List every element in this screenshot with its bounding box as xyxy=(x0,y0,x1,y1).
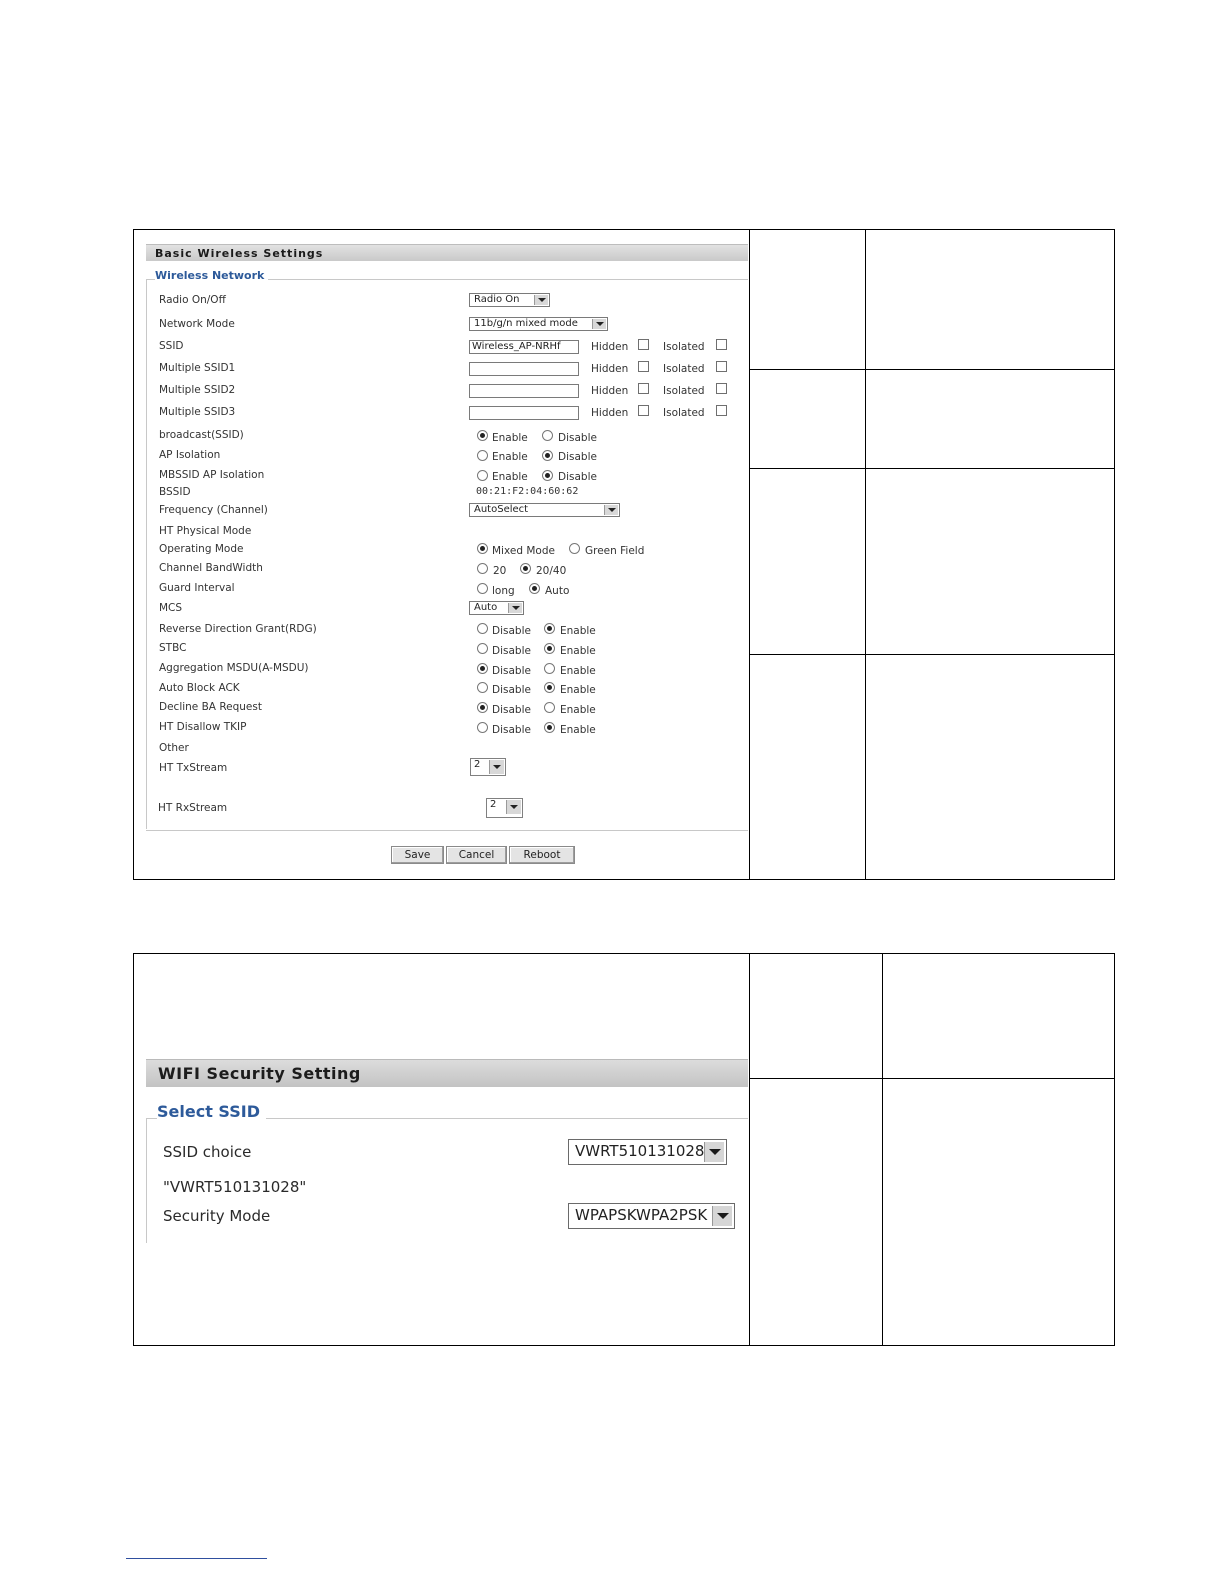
fieldset-border xyxy=(146,1118,147,1243)
other-label: Other xyxy=(159,742,189,754)
rxstream-select[interactable] xyxy=(486,798,523,818)
fieldset-border xyxy=(146,830,748,831)
bandwidth-2040-option: 20/40 xyxy=(536,565,567,577)
table-2-divider xyxy=(882,953,883,1346)
table-2-row-line xyxy=(749,1078,1115,1079)
amsdu-disable-radio[interactable] xyxy=(477,663,488,674)
green-field-radio[interactable] xyxy=(569,543,580,554)
bandwidth-20-radio[interactable] xyxy=(477,563,488,574)
amsdu-enable-radio[interactable] xyxy=(544,663,555,674)
mcs-label: MCS xyxy=(159,602,183,614)
bandwidth-label: Channel BandWidth xyxy=(159,562,263,574)
chevron-down-icon xyxy=(489,760,504,774)
ap-isolation-disable-radio[interactable] xyxy=(542,450,553,461)
txstream-select[interactable] xyxy=(470,758,506,776)
stbc-label: STBC xyxy=(159,642,187,654)
disable-option: Disable xyxy=(558,432,597,444)
bandwidth-20-option: 20 xyxy=(493,565,507,577)
ssid-label: SSID xyxy=(159,340,184,352)
mssid3-hidden-checkbox[interactable] xyxy=(638,405,649,416)
ssid-choice-value: VWRT510131028 xyxy=(575,1142,705,1160)
bssid-label: BSSID xyxy=(159,486,191,498)
txstream-label: HT TxStream xyxy=(159,762,228,774)
frequency-label: Frequency (Channel) xyxy=(159,504,268,516)
selected-ssid-text: "VWRT510131028" xyxy=(163,1178,307,1196)
mssid1-label: Multiple SSID1 xyxy=(159,362,236,374)
mssid2-label: Multiple SSID2 xyxy=(159,384,236,396)
disable-option: Disable xyxy=(558,471,597,483)
ap-isolation-label: AP Isolation xyxy=(159,449,221,461)
network-mode-select[interactable] xyxy=(469,317,608,331)
save-button[interactable]: Save xyxy=(391,846,444,864)
ssid-isolated-checkbox[interactable] xyxy=(716,339,727,350)
disable-option: Disable xyxy=(492,645,531,657)
disallow-tkip-disable-radio[interactable] xyxy=(477,722,488,733)
table-2-divider xyxy=(749,953,750,1346)
isolated-label: Isolated xyxy=(663,363,705,375)
mbssid-isolation-disable-radio[interactable] xyxy=(542,470,553,481)
mssid2-hidden-checkbox[interactable] xyxy=(638,383,649,394)
txstream-value: 2 xyxy=(474,759,481,770)
network-mode-value: 11b/g/n mixed mode xyxy=(474,318,578,329)
operating-mode-label: Operating Mode xyxy=(159,543,244,555)
enable-option: Enable xyxy=(560,704,596,716)
mssid3-input[interactable] xyxy=(469,406,579,420)
enable-option: Enable xyxy=(492,432,528,444)
disable-option: Disable xyxy=(492,724,531,736)
chevron-down-icon xyxy=(712,1206,732,1226)
disable-option: Disable xyxy=(492,665,531,677)
hidden-label: Hidden xyxy=(591,363,629,375)
guard-long-option: long xyxy=(492,585,515,597)
isolated-label: Isolated xyxy=(663,385,705,397)
ap-isolation-enable-radio[interactable] xyxy=(477,450,488,461)
hidden-label: Hidden xyxy=(591,341,629,353)
frequency-value: AutoSelect xyxy=(474,504,529,515)
auto-ba-enable-radio[interactable] xyxy=(544,682,555,693)
enable-option: Enable xyxy=(492,471,528,483)
ssid-hidden-checkbox[interactable] xyxy=(638,339,649,350)
guard-long-radio[interactable] xyxy=(477,583,488,594)
enable-option: Enable xyxy=(560,625,596,637)
enable-option: Enable xyxy=(560,724,596,736)
table-1-row-line xyxy=(749,468,1115,469)
mixed-mode-option: Mixed Mode xyxy=(492,545,555,557)
mssid3-label: Multiple SSID3 xyxy=(159,406,236,418)
table-1-row-line xyxy=(749,369,1115,370)
cancel-button[interactable]: Cancel xyxy=(446,846,507,864)
wifi-security-header: WIFI Security Setting xyxy=(146,1059,748,1087)
disallow-tkip-enable-radio[interactable] xyxy=(544,722,555,733)
rdg-enable-radio[interactable] xyxy=(544,623,555,634)
mssid3-isolated-checkbox[interactable] xyxy=(716,405,727,416)
ht-physical-mode-label: HT Physical Mode xyxy=(159,525,252,537)
rdg-label: Reverse Direction Grant(RDG) xyxy=(159,623,317,635)
broadcast-enable-radio[interactable] xyxy=(477,430,488,441)
disable-option: Disable xyxy=(558,451,597,463)
guard-auto-option: Auto xyxy=(545,585,570,597)
bssid-value: 00:21:F2:04:60:62 xyxy=(476,486,579,497)
mssid1-hidden-checkbox[interactable] xyxy=(638,361,649,372)
mixed-mode-radio[interactable] xyxy=(477,543,488,554)
disable-option: Disable xyxy=(492,704,531,716)
auto-ba-label: Auto Block ACK xyxy=(159,682,240,694)
radio-label: Radio On/Off xyxy=(159,294,226,306)
disable-option: Disable xyxy=(492,625,531,637)
table-1-row-line xyxy=(749,654,1115,655)
enable-option: Enable xyxy=(560,645,596,657)
broadcast-disable-radio[interactable] xyxy=(542,430,553,441)
select-ssid-legend: Select SSID xyxy=(157,1102,266,1121)
network-mode-label: Network Mode xyxy=(159,318,235,330)
rxstream-value: 2 xyxy=(490,799,497,810)
mssid1-isolated-checkbox[interactable] xyxy=(716,361,727,372)
table-1-divider xyxy=(865,229,866,880)
chevron-down-icon xyxy=(534,295,548,305)
mbssid-isolation-label: MBSSID AP Isolation xyxy=(159,469,265,481)
wireless-network-legend: Wireless Network xyxy=(155,269,268,282)
rxstream-label: HT RxStream xyxy=(158,802,228,814)
mssid1-input[interactable] xyxy=(469,362,579,376)
stbc-enable-radio[interactable] xyxy=(544,643,555,654)
ssid-choice-select[interactable] xyxy=(568,1139,727,1165)
amsdu-label: Aggregation MSDU(A-MSDU) xyxy=(159,662,309,674)
security-mode-value: WPAPSKWPA2PSK xyxy=(575,1206,708,1224)
guard-interval-label: Guard Interval xyxy=(159,582,235,594)
ssid-input[interactable]: Wireless_AP-NRHf xyxy=(469,340,579,354)
chevron-down-icon xyxy=(506,800,521,814)
guard-auto-radio[interactable] xyxy=(529,583,540,594)
ssid-choice-label: SSID choice xyxy=(163,1143,252,1161)
mcs-select[interactable] xyxy=(469,601,524,615)
footnote-separator xyxy=(126,1558,267,1559)
chevron-down-icon xyxy=(508,603,522,613)
stbc-disable-radio[interactable] xyxy=(477,643,488,654)
basic-wireless-header: Basic Wireless Settings xyxy=(146,244,748,261)
bandwidth-2040-radio[interactable] xyxy=(520,563,531,574)
mssid2-isolated-checkbox[interactable] xyxy=(716,383,727,394)
broadcast-label: broadcast(SSID) xyxy=(159,429,244,441)
radio-select-value: Radio On xyxy=(474,294,520,305)
disallow-tkip-label: HT Disallow TKIP xyxy=(159,721,247,733)
chevron-down-icon xyxy=(604,505,618,515)
radio-select[interactable] xyxy=(469,293,550,307)
reboot-button[interactable]: Reboot xyxy=(509,846,575,864)
decline-ba-disable-radio[interactable] xyxy=(477,702,488,713)
decline-ba-enable-radio[interactable] xyxy=(544,702,555,713)
green-field-option: Green Field xyxy=(585,545,645,557)
hidden-label: Hidden xyxy=(591,385,629,397)
enable-option: Enable xyxy=(560,684,596,696)
rdg-disable-radio[interactable] xyxy=(477,623,488,634)
mcs-value: Auto xyxy=(474,602,498,613)
frequency-select[interactable] xyxy=(469,503,620,517)
enable-option: Enable xyxy=(492,451,528,463)
mbssid-isolation-enable-radio[interactable] xyxy=(477,470,488,481)
security-mode-select[interactable] xyxy=(568,1203,735,1229)
disable-option: Disable xyxy=(492,684,531,696)
isolated-label: Isolated xyxy=(663,407,705,419)
security-mode-label: Security Mode xyxy=(163,1207,271,1225)
chevron-down-icon xyxy=(704,1142,724,1162)
isolated-label: Isolated xyxy=(663,341,705,353)
mssid2-input[interactable] xyxy=(469,384,579,398)
hidden-label: Hidden xyxy=(591,407,629,419)
auto-ba-disable-radio[interactable] xyxy=(477,682,488,693)
enable-option: Enable xyxy=(560,665,596,677)
chevron-down-icon xyxy=(592,319,606,329)
decline-ba-label: Decline BA Request xyxy=(159,701,262,713)
fieldset-border xyxy=(146,279,147,829)
table-1-divider xyxy=(749,229,750,880)
